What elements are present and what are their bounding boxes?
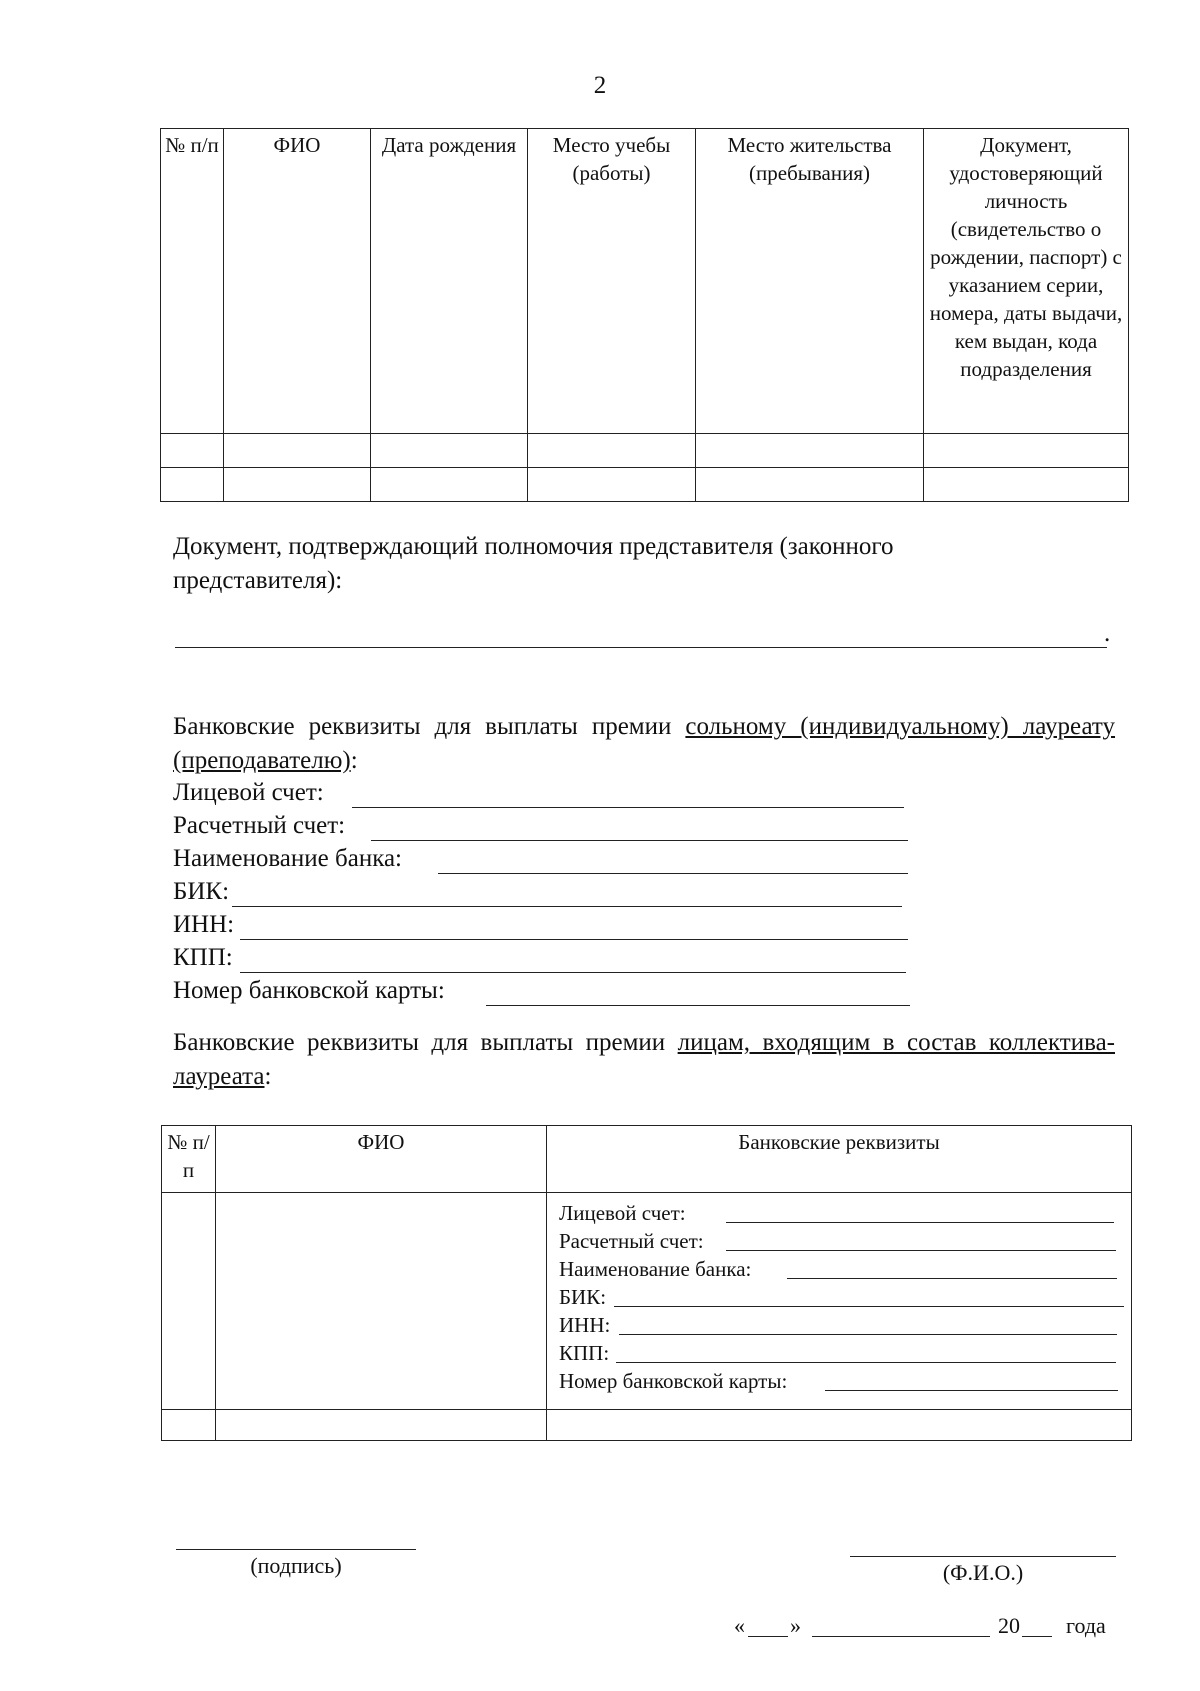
signature-line[interactable] — [176, 1549, 416, 1550]
field-label: Наименование банка: — [559, 1257, 752, 1281]
req-personal-account — [559, 1199, 1123, 1227]
field-label: ИНН: — [559, 1313, 611, 1337]
personal-account-line[interactable] — [726, 1222, 1114, 1223]
bank-name-line[interactable] — [787, 1278, 1117, 1279]
header-study-place: Место учебы (работы) — [528, 129, 696, 434]
representative-document-text: Документ, подтверждающий полномочия представителя (законного представителя): — [173, 533, 894, 594]
req-settlement-account — [559, 1227, 1123, 1255]
inn-line[interactable] — [240, 939, 908, 940]
inn-line[interactable] — [619, 1334, 1117, 1335]
bank-name-line[interactable] — [438, 873, 908, 874]
table-row — [161, 434, 1129, 468]
field-inn — [173, 909, 234, 941]
participants-table — [160, 128, 1129, 502]
date-suffix: года — [1066, 1613, 1106, 1638]
card-number-line[interactable] — [825, 1390, 1118, 1391]
field-kpp — [173, 942, 233, 974]
bank-collective-intro-underlined: лицам, входящим в состав коллектива-лауреата — [173, 1029, 1115, 1090]
table-cell[interactable] — [547, 1410, 1132, 1441]
date-month-line[interactable] — [812, 1636, 990, 1637]
date-close-quote: » — [790, 1613, 801, 1638]
bik-line[interactable] — [232, 906, 902, 907]
table-cell[interactable] — [371, 434, 528, 468]
signature-label: (подпись) — [250, 1553, 342, 1578]
representative-document-line[interactable] — [175, 647, 1107, 648]
table-cell[interactable] — [924, 434, 1129, 468]
table-row — [162, 1193, 1132, 1410]
table-cell[interactable] — [162, 1193, 216, 1410]
table-cell[interactable] — [161, 468, 224, 502]
date-day-line[interactable] — [748, 1636, 788, 1637]
name-label: (Ф.И.О.) — [942, 1560, 1024, 1585]
table-cell[interactable] — [161, 434, 224, 468]
table-cell[interactable] — [696, 468, 924, 502]
field-card-number — [173, 975, 445, 1007]
personal-account-line[interactable] — [352, 807, 904, 808]
req-kpp — [559, 1339, 1123, 1367]
date-open-quote: « — [734, 1613, 745, 1638]
table-cell[interactable] — [216, 1410, 547, 1441]
field-label: Номер банковской карты: — [173, 977, 445, 1004]
date-year-line[interactable] — [1022, 1636, 1052, 1637]
table-cell[interactable] — [696, 434, 924, 468]
table-row — [162, 1410, 1132, 1441]
header-bank-details: Банковские реквизиты — [547, 1126, 1132, 1193]
settlement-account-line[interactable] — [371, 840, 908, 841]
bank-collective-intro-suffix: : — [264, 1063, 272, 1090]
bank-collective-intro — [173, 1026, 1115, 1094]
table-cell[interactable] — [371, 468, 528, 502]
field-label: КПП: — [559, 1341, 610, 1365]
field-settlement-account — [173, 810, 345, 842]
participants-table-header-row — [161, 129, 1129, 434]
table-cell[interactable] — [528, 434, 696, 468]
field-label: Номер банковской карты: — [559, 1369, 788, 1393]
line-end-period: . — [1104, 620, 1111, 647]
page-number: 2 — [593, 72, 607, 99]
date-year-prefix: 20 — [998, 1613, 1020, 1638]
table-cell[interactable] — [162, 1410, 216, 1441]
header-identity-document: Документ, удостоверяющий личность (свидетельство о рождении, паспорт) с указанием серии, номера, даты выдачи, кем выдан, кода подразделения — [924, 129, 1129, 434]
collective-table — [161, 1125, 1132, 1441]
header-residence: Место жительства (пребывания) — [696, 129, 924, 434]
table-cell[interactable] — [924, 468, 1129, 502]
field-label: Расчетный счет: — [559, 1229, 704, 1253]
card-number-line[interactable] — [486, 1005, 910, 1006]
field-label: КПП: — [173, 944, 233, 971]
bank-solo-intro-prefix: Банковские реквизиты для выплаты премии — [173, 713, 672, 740]
table-cell[interactable] — [216, 1193, 547, 1410]
field-label: Расчетный счет: — [173, 812, 346, 839]
bank-solo-intro-underlined: сольному (индивидуальному) лауреату (преподавателю) — [173, 713, 1116, 774]
header-number: № п/п — [161, 129, 224, 434]
req-card-number — [559, 1367, 1123, 1395]
field-personal-account — [173, 777, 324, 809]
table-cell[interactable] — [528, 468, 696, 502]
field-label: БИК: — [173, 878, 230, 905]
bank-details-cell — [547, 1193, 1132, 1410]
field-bank-name — [173, 843, 402, 875]
req-bank-name — [559, 1255, 1123, 1283]
req-inn — [559, 1311, 1123, 1339]
field-label: Лицевой счет: — [559, 1201, 686, 1225]
kpp-line[interactable] — [616, 1362, 1116, 1363]
table-row — [161, 468, 1129, 502]
table-cell[interactable] — [224, 468, 371, 502]
field-bik — [173, 876, 229, 908]
field-label: БИК: — [559, 1285, 607, 1309]
table-cell[interactable] — [224, 434, 371, 468]
bank-solo-intro-suffix: : — [350, 747, 358, 774]
settlement-account-line[interactable] — [726, 1250, 1116, 1251]
field-label: ИНН: — [173, 911, 235, 938]
header-number: № п/п — [162, 1126, 216, 1193]
bank-solo-intro — [173, 710, 1115, 778]
header-fio: ФИО — [216, 1126, 547, 1193]
bik-line[interactable] — [614, 1306, 1124, 1307]
collective-table-header-row — [162, 1126, 1132, 1193]
field-label: Наименование банка: — [173, 845, 403, 872]
name-line[interactable] — [850, 1556, 1116, 1557]
kpp-line[interactable] — [240, 972, 906, 973]
header-fio: ФИО — [224, 129, 371, 434]
req-bik — [559, 1283, 1123, 1311]
header-birth-date: Дата рождения — [371, 129, 528, 434]
field-label: Лицевой счет: — [173, 779, 324, 806]
bank-collective-intro-prefix: Банковские реквизиты для выплаты премии — [173, 1029, 666, 1056]
